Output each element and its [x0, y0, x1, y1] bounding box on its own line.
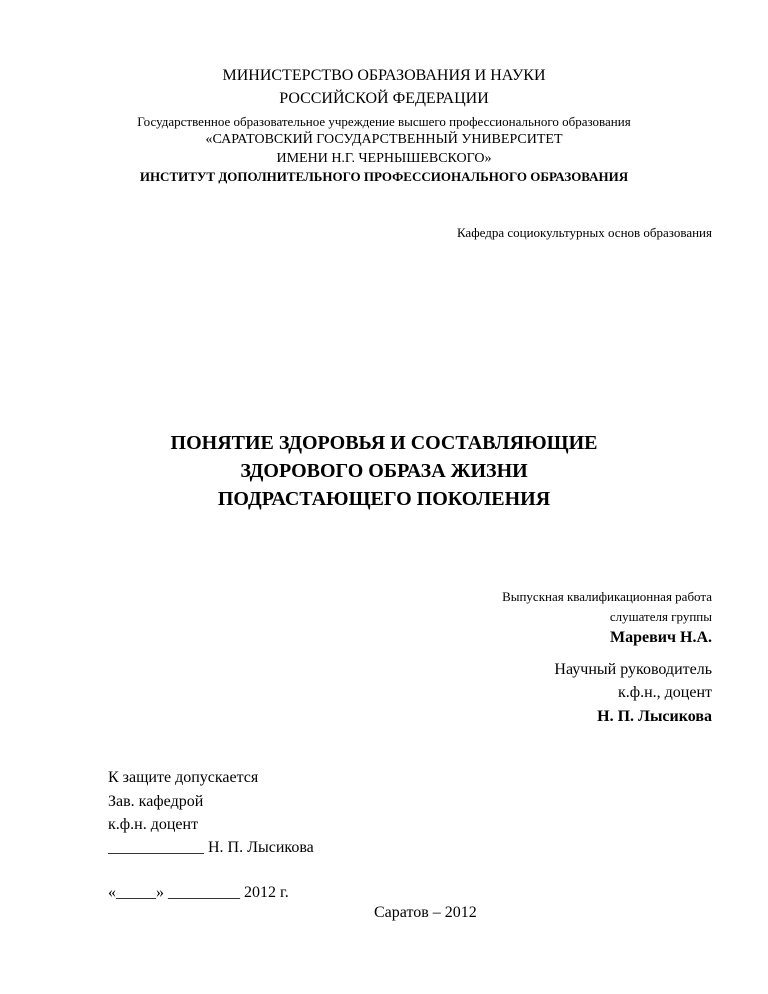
admission-line-1: К защите допускается	[108, 769, 259, 786]
ministry-line-2: РОССИЙСКОЙ ФЕДЕРАЦИИ	[279, 90, 489, 107]
date-line: «_____» _________ 2012 г.	[108, 884, 289, 901]
university-line-2: ИМЕНИ Н.Г. ЧЕРНЫШЕВСКОГО»	[276, 151, 492, 166]
author-group: слушателя группы	[609, 609, 712, 624]
work-type: Выпускная квалификационная работа	[502, 589, 712, 604]
signature-line: ____________ Н. П. Лысикова	[108, 839, 314, 856]
thesis-title-line-2: ЗДОРОВОГО ОБРАЗА ЖИЗНИ	[240, 460, 528, 482]
institute-name: ИНСТИТУТ ДОПОЛНИТЕЛЬНОГО ПРОФЕССИОНАЛЬНОГО ОБРАЗОВАНИЯ	[139, 169, 629, 184]
author-name: Маревич Н.А.	[610, 629, 712, 646]
institution-type: Государственное образовательное учреждение высшего профессионального образования	[137, 114, 631, 129]
supervisor-degree: к.ф.н., доцент	[617, 684, 712, 701]
thesis-title-line-3: ПОДРАСТАЮЩЕГО ПОКОЛЕНИЯ	[217, 488, 551, 510]
ministry-line-1: МИНИСТЕРСТВО ОБРАЗОВАНИЯ И НАУКИ	[222, 67, 546, 84]
university-line-1: «САРАТОВСКИЙ ГОСУДАРСТВЕННЫЙ УНИВЕРСИТЕТ	[205, 132, 563, 147]
supervisor-label: Научный руководитель	[554, 661, 712, 678]
city-year: Саратов – 2012	[374, 904, 477, 921]
admission-line-3: к.ф.н. доцент	[108, 816, 199, 833]
department-name: Кафедра социокультурных основ образования	[456, 225, 712, 240]
admission-line-2: Зав. кафедрой	[108, 793, 204, 810]
thesis-title-line-1: ПОНЯТИЕ ЗДОРОВЬЯ И СОСТАВЛЯЮЩИЕ	[170, 432, 598, 454]
supervisor-name: Н. П. Лысикова	[597, 708, 712, 725]
